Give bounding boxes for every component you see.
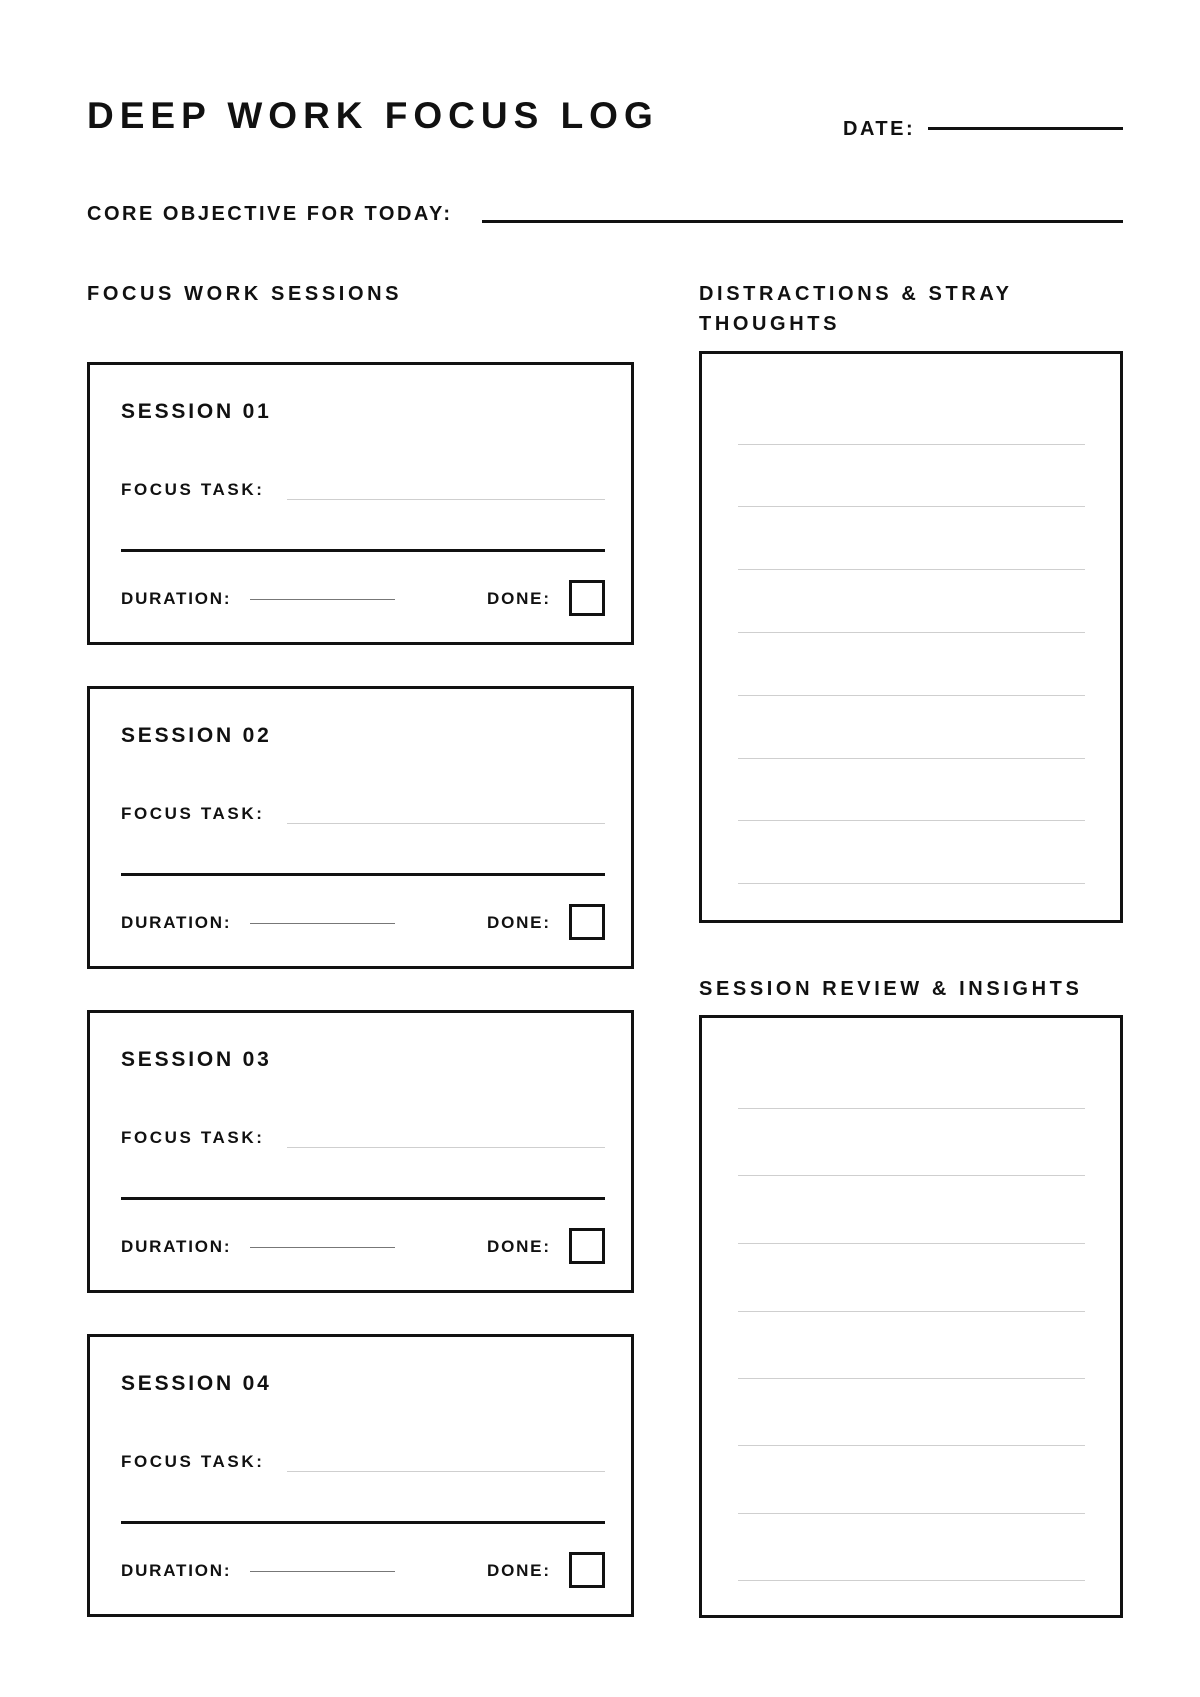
focus-task-label: FOCUS TASK: (121, 1128, 265, 1147)
done-checkbox[interactable] (569, 1228, 605, 1264)
focus-task-label: FOCUS TASK: (121, 804, 265, 823)
date-label: DATE: (843, 118, 916, 140)
focus-sessions-heading: FOCUS WORK SESSIONS (87, 283, 403, 305)
ruled-line (738, 1243, 1085, 1244)
done-label: DONE: (487, 1237, 551, 1256)
done-label: DONE: (487, 913, 551, 932)
done-checkbox[interactable] (569, 580, 605, 616)
focus-task-label: FOCUS TASK: (121, 1452, 265, 1471)
duration-label: DURATION: (121, 913, 232, 932)
done-checkbox[interactable] (569, 1552, 605, 1588)
duration-label: DURATION: (121, 1237, 232, 1256)
page-title: DEEP WORK FOCUS LOG (87, 95, 659, 136)
focus-task-label: FOCUS TASK: (121, 480, 265, 499)
review-notes-box[interactable] (699, 1015, 1123, 1618)
review-heading: SESSION REVIEW & INSIGHTS (699, 978, 1083, 1000)
duration-field-line[interactable] (250, 599, 395, 600)
duration-label: DURATION: (121, 1561, 232, 1580)
ruled-line (738, 1445, 1085, 1446)
date-field-line[interactable] (928, 127, 1123, 130)
ruled-line (738, 1378, 1085, 1379)
session-card-03 (87, 1010, 634, 1293)
done-label: DONE: (487, 589, 551, 608)
ruled-line (738, 1580, 1085, 1581)
focus-task-field-line[interactable] (287, 823, 605, 824)
session-title: SESSION 02 (121, 724, 272, 747)
duration-field-line[interactable] (250, 923, 395, 924)
distractions-heading: DISTRACTIONS & STRAY THOUGHTS (699, 283, 1013, 335)
done-label: DONE: (487, 1561, 551, 1580)
ruled-line (738, 758, 1085, 759)
session-title: SESSION 03 (121, 1048, 272, 1071)
focus-task-field-line[interactable] (287, 1471, 605, 1472)
core-objective-label: CORE OBJECTIVE FOR TODAY: (87, 203, 453, 225)
ruled-line (738, 1513, 1085, 1514)
session-title: SESSION 01 (121, 400, 272, 423)
ruled-line (738, 695, 1085, 696)
session-divider (121, 1521, 605, 1524)
session-card-02 (87, 686, 634, 969)
session-card-01 (87, 362, 634, 645)
ruled-line (738, 883, 1085, 884)
ruled-line (738, 444, 1085, 445)
session-title: SESSION 04 (121, 1372, 272, 1395)
focus-task-field-line[interactable] (287, 1147, 605, 1148)
session-divider (121, 1197, 605, 1200)
session-card-04 (87, 1334, 634, 1617)
focus-task-field-line[interactable] (287, 499, 605, 500)
ruled-line (738, 632, 1085, 633)
ruled-line (738, 1108, 1085, 1109)
ruled-line (738, 569, 1085, 570)
ruled-line (738, 506, 1085, 507)
ruled-line (738, 820, 1085, 821)
session-divider (121, 873, 605, 876)
duration-label: DURATION: (121, 589, 232, 608)
ruled-line (738, 1311, 1085, 1312)
session-divider (121, 549, 605, 552)
done-checkbox[interactable] (569, 904, 605, 940)
duration-field-line[interactable] (250, 1247, 395, 1248)
core-objective-field-line[interactable] (482, 220, 1123, 223)
ruled-line (738, 1175, 1085, 1176)
distractions-notes-box[interactable] (699, 351, 1123, 923)
duration-field-line[interactable] (250, 1571, 395, 1572)
